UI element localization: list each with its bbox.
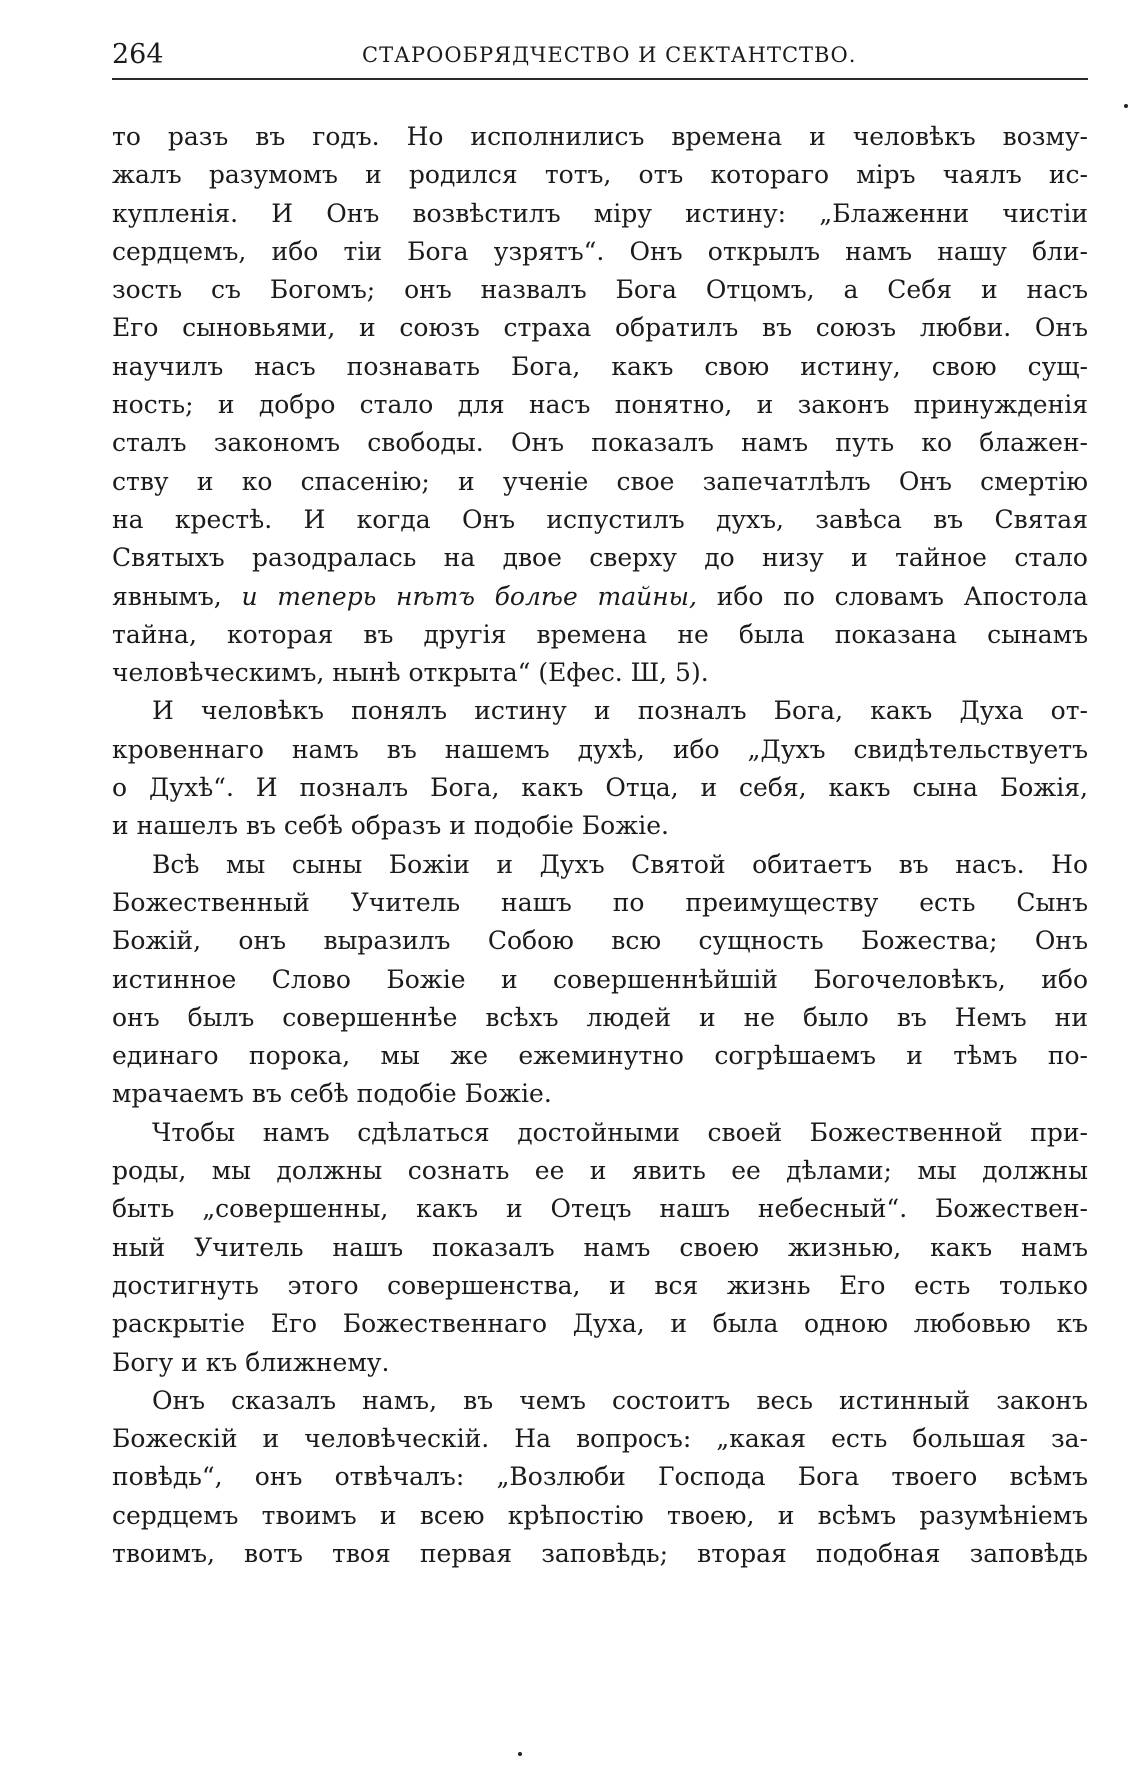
body-text (112, 118, 1088, 1573)
text-line: купленія. И Онъ возвѣстилъ міру истину: „Блаженни чистіи (112, 198, 1088, 228)
text-line: кровеннаго намъ въ нашемъ духѣ, ибо „Духъ свидѣтельствуетъ (112, 734, 1088, 764)
text-line: и нашелъ въ себѣ образъ и подобіе Божіе. (112, 811, 669, 841)
paragraph-3 (112, 846, 1088, 1114)
text-line: истинное Слово Божіе и совершеннѣйшій Богочеловѣкъ, ибо (112, 964, 1088, 994)
text-line: повѣдь“, онъ отвѣчалъ: „Возлюби Господа Бога твоего всѣмъ (112, 1462, 1088, 1492)
text-line: мрачаемъ въ себѣ подобіе Божіе. (112, 1079, 552, 1109)
text-line: сердцемъ, ибо тіи Бога узрятъ“. Онъ открылъ намъ нашу бли- (112, 236, 1088, 266)
text-line: то разъ въ годъ. Но исполнилисъ времена и человѣкъ возму- (112, 122, 1088, 151)
italic-phrase: и теперь нѣтъ болѣе тайны, (241, 581, 697, 611)
text-line: ству и ко спасенію; и ученіе свое запечатлѣлъ Онъ смертію (112, 466, 1088, 496)
text-line: Его сыновьями, и союзъ страха обратилъ въ союзъ любви. Онъ (112, 313, 1088, 343)
text-line: И человѣкъ понялъ истину и позналъ Бога, какъ Духа от- (152, 696, 1088, 726)
text-line: Онъ сказалъ намъ, въ чемъ состоитъ весь истинный законъ (152, 1385, 1088, 1415)
text-line: Богу и къ ближнему. (112, 1347, 390, 1377)
text-line: Божій, онъ выразилъ Собою всю сущность Божества; Онъ (112, 926, 1088, 956)
header-rule (112, 78, 1088, 80)
text-line: онъ былъ совершеннѣе всѣхъ людей и не было въ Немъ ни (112, 1002, 1088, 1032)
text-line: Всѣ мы сыны Божіи и Духъ Святой обитаетъ въ насъ. Но (152, 849, 1088, 879)
text-line: Чтобы намъ сдѣлаться достойными своей Божественной при- (152, 1117, 1088, 1147)
text-line-with-italic (112, 578, 1088, 616)
text-line: тайна, которая въ другія времена не была показана сынамъ (112, 619, 1088, 649)
text-line: на крестѣ. И когда Онъ испустилъ духъ, завѣса въ Святая (112, 504, 1088, 534)
text-line: Божескій и человѣческій. На вопросъ: „какая есть большая за- (112, 1424, 1088, 1454)
page-number: 264 (112, 39, 164, 70)
text-fragment: явнымъ, (112, 581, 242, 611)
running-head: СТАРООБРЯДЧЕСТВО И СЕКТАНТСТВО. (362, 43, 857, 67)
page-header (112, 38, 1088, 78)
text-line: быть „совершенны, какъ и Отецъ нашъ небесный“. Божествен- (112, 1194, 1088, 1224)
text-line: единаго порока, мы же ежеминутно согрѣшаемъ и тѣмъ по- (112, 1041, 1088, 1071)
text-line: зость съ Богомъ; онъ назвалъ Бога Отцомъ, а Себя и насъ (112, 275, 1088, 305)
text-line: Святыхъ разодралась на двое сверху до низу и тайное стало (112, 543, 1088, 573)
print-speck (1124, 104, 1128, 108)
text-line: жалъ разумомъ и родился тотъ, отъ котораго міръ чаялъ ис- (112, 160, 1088, 190)
text-line: ный Учитель нашъ показалъ намъ своею жизнью, какъ намъ (112, 1232, 1088, 1262)
text-line: Божественный Учитель нашъ по преимуществу есть Сынъ (112, 887, 1088, 917)
text-line: о Духѣ“. И позналъ Бога, какъ Отца, и себя, какъ сына Божія, (112, 773, 1088, 803)
paragraph-4 (112, 1114, 1088, 1382)
text-line: достигнуть этого совершенства, и вся жизнь Его есть только (112, 1270, 1088, 1300)
text-line: ность; и добро стало для насъ понятно, и законъ принужденія (112, 390, 1088, 420)
text-line: раскрытіе Его Божественнаго Духа, и была одною любовью къ (112, 1309, 1088, 1339)
print-speck (518, 1752, 522, 1756)
text-line: роды, мы должны сознать ее и явить ее дѣлами; мы должны (112, 1156, 1088, 1186)
text-line: твоимъ, вотъ твоя первая заповѣдь; вторая подобная заповѣдь (112, 1538, 1088, 1568)
text-line: человѣческимъ, нынѣ открыта“ (Ефес. Ш, 5). (112, 658, 709, 688)
text-line: сердцемъ твоимъ и всею крѣпостію твоею, и всѣмъ разумѣніемъ (112, 1500, 1088, 1530)
paragraph-5 (112, 1382, 1088, 1573)
text-line: сталъ закономъ свободы. Онъ показалъ намъ путь ко блажен- (112, 428, 1088, 458)
paragraph-1 (112, 118, 1088, 692)
text-fragment: ибо по словамъ Апостола (696, 581, 1088, 611)
paragraph-2 (112, 692, 1088, 845)
text-line: научилъ насъ познавать Бога, какъ свою истину, свою сущ- (112, 351, 1088, 381)
